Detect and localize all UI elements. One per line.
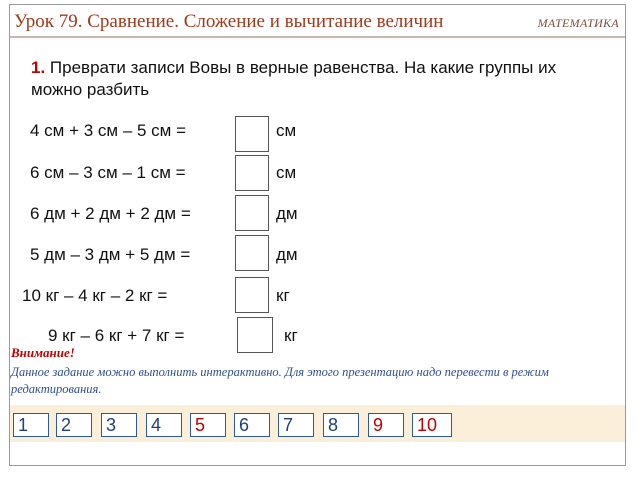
nav-button-7[interactable]: 7 <box>278 413 314 437</box>
equation-4-unit: дм <box>276 245 298 264</box>
nav-button-5[interactable]: 5 <box>190 413 226 437</box>
nav-button-6[interactable]: 6 <box>234 413 270 437</box>
title-bar <box>10 5 625 38</box>
nav-button-8[interactable]: 8 <box>323 413 359 437</box>
nav-button-1[interactable]: 1 <box>13 413 49 437</box>
lesson-title: Урок 79. Сравнение. Сложение и вычитание величин <box>14 11 444 32</box>
equation-4-expression: 5 дм – 3 дм + 5 дм = <box>30 245 191 264</box>
equation-4-answer-box[interactable] <box>235 235 269 271</box>
task-text: Преврати записи Вовы в верные равенства. На какие группы их можно разбить <box>31 58 557 99</box>
note-text: Данное задание можно выполнить интерактивно. Для этого презентацию надо перевести в режим редактирования. <box>11 365 549 396</box>
equation-5-answer-box[interactable] <box>235 277 269 313</box>
task-number: 1. <box>31 58 46 77</box>
equation-3-answer-box[interactable] <box>235 195 269 231</box>
task-statement <box>31 57 591 101</box>
equation-6-expression: 9 кг – 6 кг + 7 кг = <box>48 326 185 345</box>
nav-button-10[interactable]: 10 <box>412 413 452 437</box>
equation-2-unit: см <box>276 163 297 182</box>
equation-2-answer-box[interactable] <box>235 155 269 191</box>
equation-3-unit: дм <box>276 204 298 223</box>
nav-button-2[interactable]: 2 <box>56 413 92 437</box>
equation-3-expression: 6 дм + 2 дм + 2 дм = <box>30 204 191 223</box>
equation-5-expression: 10 кг – 4 кг – 2 кг = <box>22 286 168 305</box>
equation-1-expression: 4 см + 3 см – 5 см = <box>30 121 187 140</box>
equation-1-answer-box[interactable] <box>235 116 269 152</box>
subject-label: МАТЕМАТИКА <box>537 16 619 30</box>
equation-5-unit: кг <box>276 286 290 305</box>
equation-6-answer-box[interactable] <box>237 317 273 353</box>
equation-2-expression: 6 см – 3 см – 1 см = <box>30 163 186 182</box>
nav-button-3[interactable]: 3 <box>101 413 137 437</box>
nav-button-4[interactable]: 4 <box>146 413 182 437</box>
equation-1-unit: см <box>276 121 297 140</box>
note-title: Внимание! <box>11 345 75 360</box>
nav-button-9[interactable]: 9 <box>368 413 404 437</box>
equation-6-unit: кг <box>284 326 298 345</box>
